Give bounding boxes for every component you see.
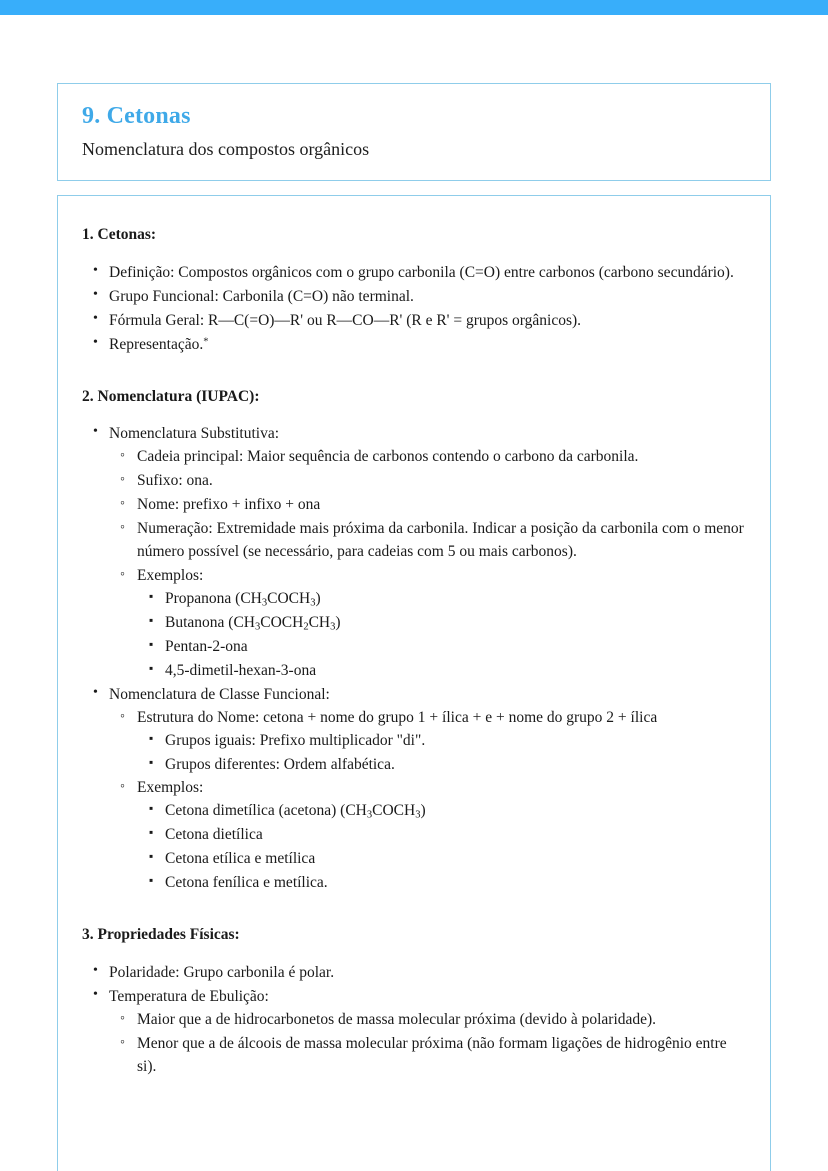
list-item-text: Nomenclatura de Classe Funcional:: [109, 685, 330, 703]
page-title: 9. Cetonas: [82, 103, 191, 129]
list-item: [109, 962, 746, 985]
list-item-text: Exemplos:: [137, 567, 204, 585]
list-item: [109, 986, 746, 1079]
list-item-text: Maior que a de hidrocarbonetos de massa molecular próxima (devido à polaridade).: [137, 1010, 657, 1028]
outline-list-level-1: [82, 423, 746, 895]
list-item: [109, 286, 746, 309]
list-item: [165, 824, 746, 847]
list-item-text: Grupos iguais: Prefixo multiplicador "di".: [165, 731, 426, 749]
outline-list-level-1: [82, 962, 746, 1079]
list-item: [109, 684, 746, 895]
section-heading: 2. Nomenclatura (IUPAC):: [82, 387, 260, 405]
footnote-marker: *: [203, 336, 209, 348]
page-subtitle: Nomenclatura dos compostos orgânicos: [82, 138, 370, 159]
list-item-text: Temperatura de Ebulição:: [109, 987, 269, 1005]
list-item: [137, 470, 746, 493]
list-item-text: Numeração: Extremidade mais próxima da carbonila. Indicar a posição da carbonila com o menor número possível (se necessário, para cadeias com 5 ou mais carbonos).: [137, 520, 744, 561]
outline-list-level-3: [137, 588, 746, 683]
list-item-text: Polaridade: Grupo carbonila é polar.: [109, 963, 335, 981]
outline-list-level-2: [109, 707, 746, 896]
list-item-text: Cetona dietílica: [165, 826, 263, 844]
list-item-text: Cadeia principal: Maior sequência de carbonos contendo o carbono da carbonila.: [137, 448, 639, 466]
list-item-text: Nome: prefixo + infixo + ona: [137, 496, 321, 514]
section-heading: 3. Propriedades Físicas:: [82, 926, 240, 944]
list-item-text: Sufixo: ona.: [137, 472, 213, 490]
list-item-text: Cetona dimetílica (acetona) $(CH_3COCH_3)$: [165, 802, 426, 821]
list-item-text: Propanona $(CH_3COCH_3)$: [165, 589, 321, 609]
list-item: [137, 777, 746, 895]
list-item: [137, 1009, 746, 1032]
list-item-text: Pentan-2-ona: [165, 637, 248, 655]
list-item: [165, 872, 746, 895]
list-item: [109, 262, 746, 285]
list-item: [165, 588, 746, 611]
list-item: [165, 660, 746, 683]
list-item: [109, 310, 746, 333]
list-item-text: Definição: Compostos orgânicos com o grupo carbonila (C=O) entre carbonos (carbono secundário).: [109, 263, 734, 281]
list-item-text: Grupo Funcional: Carbonila (C=O) não terminal.: [109, 287, 414, 305]
outline-list-level-3: [137, 730, 746, 777]
list-item: [165, 636, 746, 659]
section-heading: 1. Cetonas:: [82, 226, 157, 244]
outline-list-level-3: [137, 800, 746, 895]
list-item-text: Exemplos:: [137, 779, 204, 797]
list-item: [137, 518, 746, 564]
content-wrapper: [0, 83, 828, 1171]
list-item: [137, 446, 746, 469]
list-item: [165, 800, 746, 823]
list-item-text: Fórmula Geral: R—C(=O)—R' ou R—CO—R' (R e R' = grupos orgânicos).: [109, 311, 582, 329]
list-item-text: 4,5-dimetil-hexan-3-ona: [165, 661, 317, 679]
list-item: [137, 565, 746, 683]
list-item: [165, 848, 746, 871]
outline-list-level-2: [109, 1009, 746, 1079]
list-item: [109, 423, 746, 682]
list-item-text: Representação.: [109, 335, 204, 353]
document-body-card: [57, 195, 771, 1171]
document-header-card: [57, 83, 771, 181]
outline-list-level-2: [109, 446, 746, 682]
list-item-text: Nomenclatura Substitutiva:: [109, 425, 280, 443]
list-item-text: Estrutura do Nome: cetona + nome do grupo 1 + ílica + e + nome do grupo 2 + ílica: [137, 708, 658, 726]
list-item: [165, 612, 746, 635]
list-item-text: Cetona fenílica e metílica.: [165, 874, 328, 892]
list-item-text: Cetona etílica e metílica: [165, 850, 316, 868]
list-item: [137, 707, 746, 777]
list-item: [109, 334, 746, 357]
list-item: [137, 494, 746, 517]
list-item: [165, 730, 746, 753]
list-item: [165, 754, 746, 777]
list-item-text: Menor que a de álcoois de massa molecular próxima (não formam ligações de hidrogênio entre si).: [137, 1034, 727, 1075]
list-item-text: Butanona $(CH_3COCH_2CH_3)$: [165, 613, 341, 633]
list-item: [137, 1033, 746, 1079]
list-item-text: Grupos diferentes: Ordem alfabética.: [165, 755, 395, 773]
outline-list-level-1: [82, 262, 746, 357]
top-accent-bar: [0, 0, 828, 15]
